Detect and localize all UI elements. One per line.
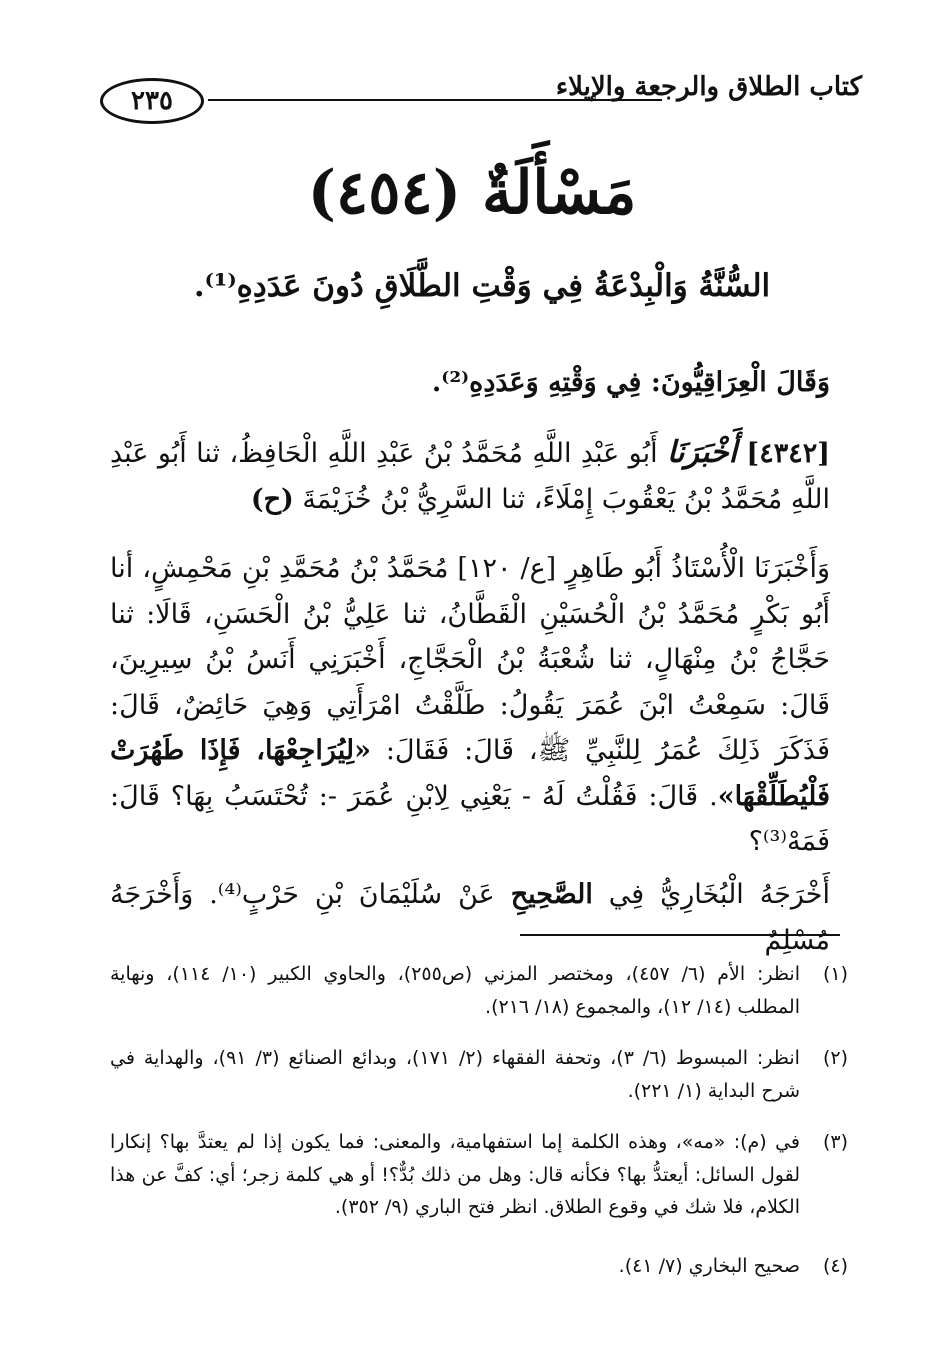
chain-text-2: وَأَخْبَرَنَا الْأُسْتَاذُ أَبُو طَاهِرٍ [ع/ ١٢٠] مُحَمَّدُ بْنُ مُحَمَّدِ بْنِ مَحْمِشٍ، أنا أَبُو بَكْرٍ مُحَمَّدُ بْنُ الْحُسَيْنِ الْقَطَّانُ، ثنا عَلِيُّ بْنُ الْحَسَنِ، قَالَا: ثنا حَجَّاجُ بْنُ مِنْهَالٍ، ثنا شُعْبَةُ بْنُ الْحَجَّاجِ، أَخْبَرَنِي أَنَسُ بْنُ سِيرِينَ، قَالَ: سَمِعْتُ ابْنَ عُمَرَ يَقُولُ: طَلَّقْتُ امْرَأَتِي وَهِيَ حَائِضٌ، قَالَ: فَذَكَرَ ذَلِكَ عُمَرُ لِلنَّبِيِّ ﷺ، قَالَ: فَقَالَ:: [110, 553, 831, 766]
footnote-1: [110, 958, 848, 1023]
footnote-text: انظر: الأم (٦/ ٤٥٧)، ومختصر المزني (ص٢٥٥)، والحاوي الكبير (١٠/ ١١٤)، ونهاية المطلب (١٤/ ١٢)، والمجموع (١٨/ ٢١٦).: [110, 963, 800, 1018]
footnote-separator: [520, 934, 840, 936]
page-header: [100, 70, 862, 132]
issue-title: مَسْأَلَةٌ (٤٥٤): [307, 158, 637, 228]
takhrij-text-start: أَخْرَجَهُ الْبُخَارِيُّ فِي: [608, 879, 830, 910]
footnote-text: في (م): «مه»، وهذه الكلمة إما استفهامية، والمعنى: فما يكون إذا لم يعتدَّ بها؟ إنكارا لقول السائل: أيعتدُّ بها؟ فكأنه قال: وهل من ذلك بُدٌّ؟! أو هي كلمة زجر؛ أي: كفَّ عن هذا الكلام، فلا شك في وقوع الطلاق. انظر فتح الباري (٩/ ٣٥٢).: [110, 1131, 800, 1218]
takhrij-paragraph: [110, 872, 830, 963]
footnote-4: [110, 1250, 848, 1283]
chain-text-2-end: . قَالَ: فَقُلْتُ لَهُ - يَعْنِي لِابْنِ عُمَرَ -: تُحْتَسَبُ بِهَا؟ قَالَ: فَمَهْ⁽³⁾؟: [110, 780, 830, 857]
iraqi-opinion-paragraph: وَقَالَ الْعِرَاقِيُّونَ: فِي وَقْتِهِ وَعَدَدِهِ⁽²⁾.: [431, 367, 830, 398]
chain-paragraph-2: [110, 546, 830, 865]
ha-marker: (ح): [250, 483, 294, 515]
footnote-text: صحيح البخاري (٧/ ٤١).: [618, 1255, 800, 1277]
issue-subtitle: السُّنَّةُ وَالْبِدْعَةُ فِي وَقْتِ الطَّلَاقِ دُونَ عَدَدِهِ⁽¹⁾.: [193, 268, 771, 304]
page-number: ٢٣٥: [131, 86, 173, 116]
footnote-text: انظر: المبسوط (٦/ ٣)، وتحفة الفقهاء (٢/ ١٧١)، وبدائع الصنائع (٣/ ٩١)، والهداية في شرح البداية (١/ ٢٢١).: [110, 1047, 800, 1102]
chain-text-1: أَبُو عَبْدِ اللَّهِ مُحَمَّدُ بْنُ عَبْدِ اللَّهِ الْحَافِظُ، ثنا أَبُو عَبْدِ اللَّهِ مُحَمَّدُ بْنُ يَعْقُوبَ إِمْلَاءً، ثنا السَّرِيُّ بْنُ خُزَيْمَةَ: [110, 438, 830, 515]
sahih-word: الصَّحِيحِ: [510, 879, 593, 910]
takhrij-text-end: عَنْ سُلَيْمَانَ بْنِ حَرْبٍ⁽⁴⁾. وَأَخْرَجَهُ مُسْلِمٌ: [110, 879, 830, 956]
page-number-badge: [100, 78, 204, 124]
footnote-3: [110, 1126, 848, 1224]
footnote-2: [110, 1042, 848, 1107]
footnote-number: (٣): [822, 1131, 848, 1153]
ikhbar-word: أَخْبَرَنَا: [667, 435, 738, 470]
prophetic-saying: «لِيُرَاجِعْهَا، فَإِذَا طَهُرَتْ فَلْيُطَلِّقْهَا»: [110, 735, 830, 812]
hadith-number: [٤٣٤٢]: [746, 438, 830, 469]
chain-paragraph-1: [110, 430, 830, 522]
footnote-number: (٤): [822, 1255, 848, 1277]
running-title: كتاب الطلاق والرجعة والإيلاء: [555, 72, 862, 102]
footnote-number: (٢): [822, 1047, 848, 1069]
footnote-number: (١): [822, 963, 848, 985]
